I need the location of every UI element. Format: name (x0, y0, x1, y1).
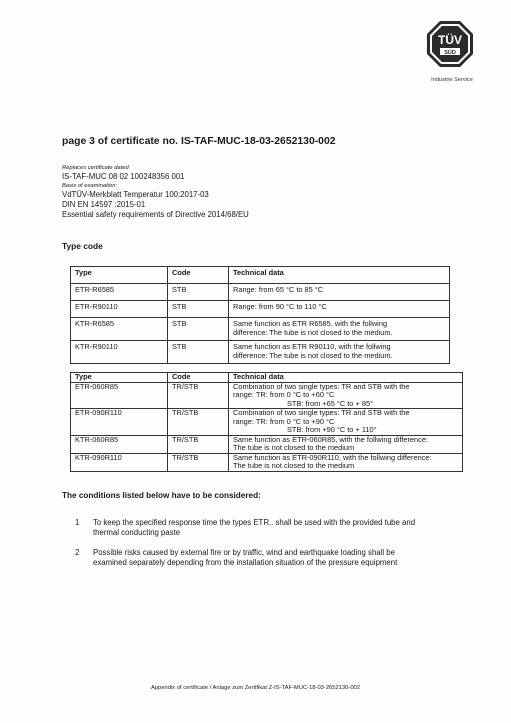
replaces-value: IS-TAF-MUC 08 02 100248356 001 (62, 172, 185, 181)
tuv-logo (426, 20, 474, 68)
condition-text (93, 548, 473, 568)
tech-line: Same function as ETR R6585, with the follwing (233, 319, 388, 328)
tech-line: Combination of two single types: TR and STB with the (233, 381, 410, 391)
cell-type: ETR-R90110 (71, 301, 168, 318)
cell-technical-data (229, 301, 450, 318)
tech-line: Same function as ETR R90110, with the follwing (233, 342, 391, 351)
type-table-tr-stb (70, 372, 463, 472)
table-header-row (71, 373, 463, 383)
table-row (71, 435, 463, 453)
cell-type: ETR-090R110 (71, 409, 168, 436)
tech-line: Combination of two single types: TR and STB with the (233, 408, 410, 417)
cell-technical-data (229, 382, 463, 409)
cell-code: STB (168, 341, 229, 364)
tech-line: Same function as ETR-060R85, with the follwing difference: (233, 434, 428, 444)
condition-line: examined separately depending from the installation situation of the pressure equipment (93, 558, 398, 567)
logo-caption: Industrie Service (431, 77, 473, 83)
table-row (71, 318, 450, 341)
cell-technical-data (229, 409, 463, 436)
condition-line: thermal conducting paste (93, 528, 181, 537)
cell-code: STB (168, 318, 229, 341)
table-row (71, 409, 463, 436)
condition-line: To keep the specified response time the types ETR.. shall be used with the provided tube and (93, 518, 416, 527)
cell-code: TR/STB (168, 453, 229, 471)
cell-type: KTR-R90110 (71, 341, 168, 364)
tech-line: range: TR: from 0 °C to +90 °C (233, 416, 335, 426)
tech-line: The tube is not closed to the medium (233, 443, 355, 452)
basis-label: Basis of examination: (62, 183, 118, 189)
tech-line: STB: from +90 °C to + 110° (287, 425, 377, 434)
condition-text (93, 518, 473, 538)
tech-line: difference: The tube is not closed to the medium. (233, 351, 393, 360)
basis-line-3: Essential safety requirements of Directive 2014/68/EU (62, 210, 249, 219)
header-code: Code (168, 373, 229, 383)
cell-code: STB (168, 301, 229, 318)
svg-text:SÜD: SÜD (444, 50, 456, 56)
cell-technical-data (229, 453, 463, 471)
tech-line: STB: from +65 °C to + 85° (287, 398, 374, 408)
basis-line-2: DIN EN 14597 :2015-01 (62, 200, 146, 209)
header-type: Type (71, 267, 168, 284)
conditions-heading: The conditions listed below have to be considered: (62, 491, 261, 500)
cell-code: TR/STB (168, 409, 229, 436)
cell-technical-data (229, 284, 450, 301)
tech-line: Range: from 90 °C to 110 °C (233, 302, 327, 311)
table-row (71, 341, 450, 364)
page-footer: Appendix of certificate / Anlage zum Zertifikat Z-IS-TAF-MUC-18-03-2652130-002 (151, 685, 360, 691)
condition-number: 2 (75, 548, 80, 557)
replaces-label: Replaces certificate dated (62, 165, 129, 171)
cell-code: TR/STB (168, 435, 229, 453)
tech-line: difference: The tube is not closed to the medium. (233, 328, 393, 337)
table-row (71, 301, 450, 318)
cell-code: TR/STB (168, 382, 229, 409)
header-technical-data: Technical data (229, 373, 463, 383)
cell-technical-data (229, 435, 463, 453)
cell-type: KTR-R6585 (71, 318, 168, 341)
page-title: page 3 of certificate no. IS-TAF-MUC-18-03-2652130-002 (62, 136, 336, 147)
cell-type: KTR-060R85 (71, 435, 168, 453)
cell-code: STB (168, 284, 229, 301)
header-type: Type (71, 373, 168, 383)
table-row (71, 382, 463, 409)
table-row (71, 453, 463, 471)
table-header-row (71, 267, 450, 284)
condition-number: 1 (75, 518, 80, 527)
tech-line: range: TR: from 0 °C to +60 °C (233, 390, 335, 399)
cell-technical-data (229, 341, 450, 364)
cell-type: ETR-R6585 (71, 284, 168, 301)
header-code: Code (168, 267, 229, 284)
tech-line: Same function as ETR-090R110, with the follwing difference: (233, 452, 432, 462)
header-technical-data: Technical data (229, 267, 450, 284)
svg-text:TÜV: TÜV (438, 33, 462, 47)
basis-line-1: VdTÜV-Merkblatt Temperatur 100:2017-03 (62, 190, 209, 199)
type-code-heading: Type code (62, 241, 103, 251)
cell-type: KTR-090R110 (71, 453, 168, 471)
table-row (71, 284, 450, 301)
cell-technical-data (229, 318, 450, 341)
condition-line: Possible risks caused by external fire or by traffic, wind and earthquake loading shall be (93, 548, 395, 557)
tech-line: The tube is not closed to the medium (233, 461, 355, 470)
type-table-stb (70, 266, 450, 364)
certificate-meta (62, 164, 249, 220)
tech-line: Range: from 65 °C to 85 °C (233, 285, 324, 294)
cell-type: ETR-060R85 (71, 382, 168, 409)
